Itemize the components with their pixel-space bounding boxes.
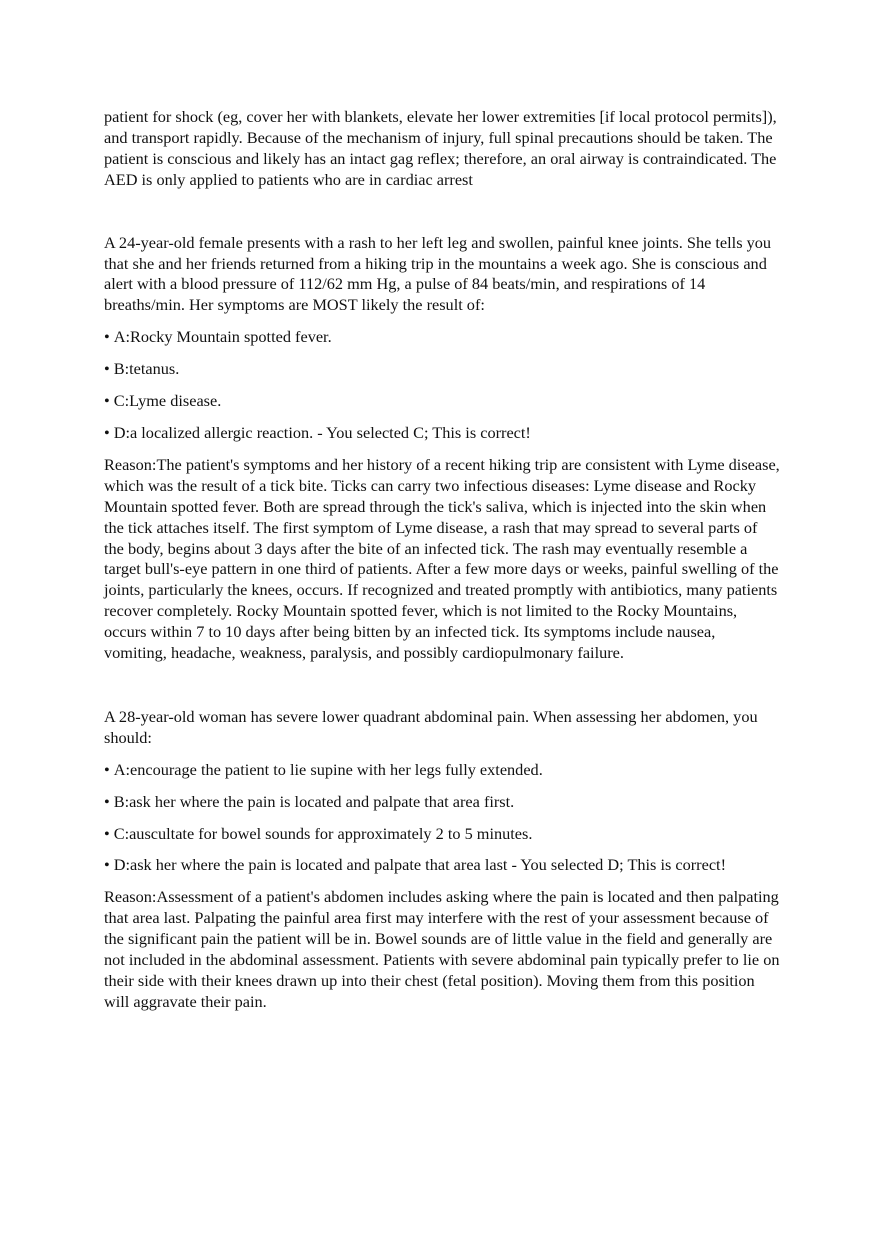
option-label: C:auscultate for bowel sounds for approximately 2 to 5 minutes.	[113, 823, 533, 843]
answer-option-b	[104, 792, 780, 813]
bullet-icon: •	[104, 855, 110, 875]
answer-option-b	[104, 359, 780, 380]
answer-option-d	[104, 855, 780, 876]
bullet-icon: •	[104, 823, 110, 843]
bullet-icon: •	[104, 359, 110, 379]
answer-option-c	[104, 824, 780, 845]
answer-option-a	[104, 760, 780, 781]
bullet-icon: •	[104, 791, 110, 811]
bullet-icon: •	[104, 391, 110, 411]
option-label: A:Rocky Mountain spotted fever.	[113, 327, 332, 347]
option-label: A:encourage the patient to lie supine with her legs fully extended.	[113, 759, 543, 779]
bullet-icon: •	[104, 422, 110, 442]
bullet-icon: •	[104, 759, 110, 779]
option-label: D:a localized allergic reaction. - You selected C; This is correct!	[113, 422, 531, 442]
option-label: D:ask her where the pain is located and palpate that area last - You selected D; This is correct!	[113, 855, 726, 875]
question-block-2	[104, 707, 780, 1013]
option-label: B:ask her where the pain is located and palpate that area first.	[113, 791, 515, 811]
option-label: B:tetanus.	[113, 359, 180, 379]
question-text: A 24-year-old female presents with a rash to her left leg and swollen, painful knee joints. She tells you that she and her friends returned from a hiking trip in the mountains a week ago. She is conscious and alert with a blood pressure of 112/62 mm Hg, a pulse of 84 beats/min, and respirations of 14 breaths/min. Her symptoms are MOST likely the result of:	[104, 232, 772, 315]
answer-option-d	[104, 423, 780, 444]
option-label: C:Lyme disease.	[113, 391, 222, 411]
question-text: A 28-year-old woman has severe lower quadrant abdominal pain. When assessing her abdomen, you should:	[104, 706, 758, 747]
reason-paragraph: Reason:Assessment of a patient's abdomen includes asking where the pain is located and then palpating that area last. Palpating the painful area first may interfere with the rest of your assessment because of the significant pain the patient will be in. Bowel sounds are of little value in the field and generally are not included in the abdominal assessment. Patients with severe abdominal pain typically prefer to lie on their side with their knees drawn up into their chest (fetal position). Moving them from this position will aggravate their pain.	[104, 887, 780, 1011]
question-block-1	[104, 233, 780, 664]
reason-paragraph: Reason:The patient's symptoms and her history of a recent hiking trip are consistent with Lyme disease, which was the result of a tick bite. Ticks can carry two infectious diseases: Lyme disease and Rocky Mountain spotted fever. Both are spread through the tick's saliva, which is injected into the skin when the tick attaches itself. The first symptom of Lyme disease, a rash that may spread to several parts of the body, begins about 3 days after the bite of an infected tick. The rash may eventually resemble a target bull's-eye pattern in one third of patients. After a few more days or weeks, painful swelling of the joints, particularly the knees, occurs. If recognized and treated promptly with antibiotics, many patients recover completely. Rocky Mountain spotted fever, which is not limited to the Rocky Mountains, occurs within 7 to 10 days after being bitten by an infected tick. Its symptoms include nausea, vomiting, headache, weakness, paralysis, and possibly cardiopulmonary failure.	[104, 454, 780, 663]
answer-option-c	[104, 391, 780, 412]
answer-option-a	[104, 327, 780, 348]
bullet-icon: •	[104, 327, 110, 347]
document-page	[104, 107, 780, 1056]
intro-paragraph: patient for shock (eg, cover her with blankets, elevate her lower extremities [if local protocol permits]), and transport rapidly. Because of the mechanism of injury, full spinal precautions should be taken. The patient is conscious and likely has an intact gag reflex; therefore, an oral airway is contraindicated. The AED is only applied to patients who are in cardiac arrest	[104, 107, 777, 189]
